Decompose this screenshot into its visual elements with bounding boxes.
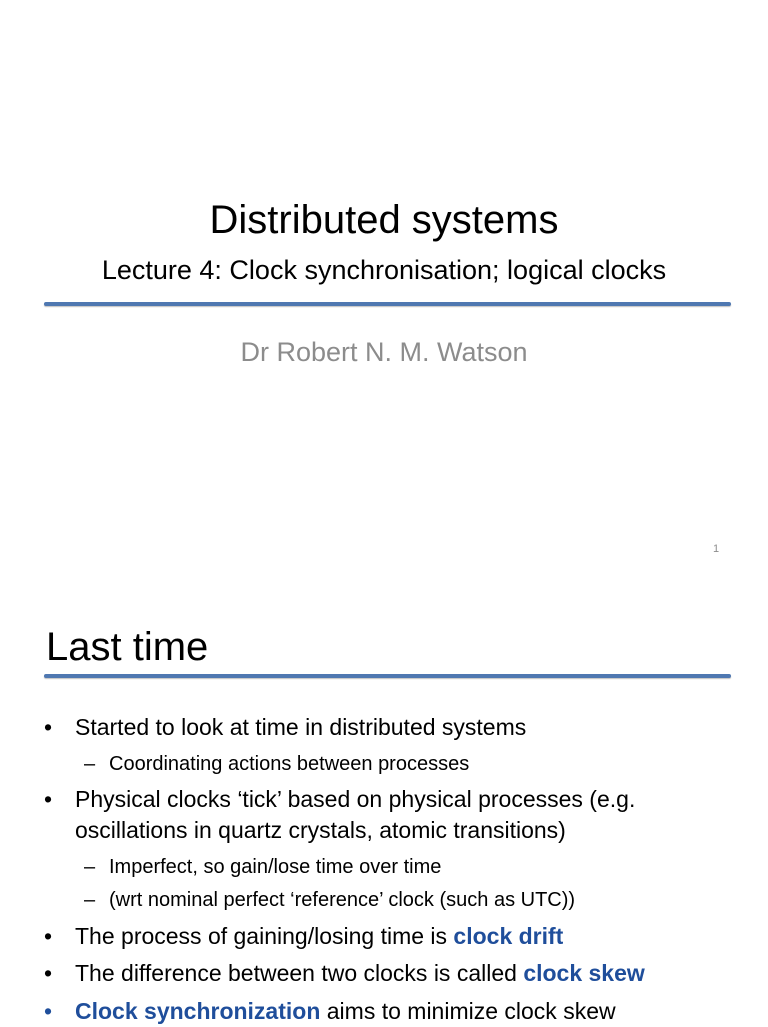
dash-icon: – [84, 753, 96, 775]
bullet-icon: • [44, 998, 53, 1024]
sub-bullet-text: (wrt nominal perfect ‘reference’ clock (such as UTC)) [109, 889, 576, 911]
dash-icon: – [84, 889, 96, 911]
bullet-text [75, 921, 563, 952]
bullet-text-line-2: oscillations in quartz crystals, atomic transitions) [75, 817, 566, 843]
bullet-text-plain: The process of gaining/losing time is [75, 923, 454, 949]
bullet-icon: • [44, 923, 53, 949]
lecture-subtitle: Lecture 4: Clock synchronisation; logical clocks [101, 255, 667, 285]
bullet-icon: • [44, 714, 53, 740]
presentation-title: Distributed systems [209, 198, 559, 242]
sub-bullet-text: Coordinating actions between processes [109, 753, 470, 775]
bullet-text-plain: aims to minimize clock skew [320, 998, 616, 1024]
title-divider [44, 302, 731, 306]
bullet-text-plain: The difference between two clocks is called [75, 960, 524, 986]
bullet-text: Started to look at time in distributed systems [75, 714, 527, 740]
keyword-clock-synchronization: Clock synchronization [75, 998, 321, 1024]
title-divider [44, 674, 731, 678]
author-name: Dr Robert N. M. Watson [240, 337, 528, 367]
sub-bullet-text: Imperfect, so gain/lose time over time [109, 856, 442, 878]
keyword-clock-skew: clock skew [523, 960, 645, 986]
bullet-icon: • [44, 960, 53, 986]
slide-number: 1 [712, 543, 720, 555]
content-slide [0, 578, 768, 1024]
slide-title: Last time [46, 625, 209, 669]
bullet-icon: • [44, 786, 53, 812]
bullet-text [75, 958, 645, 989]
bullet-text [75, 996, 616, 1027]
bullet-text-line-1: Physical clocks ‘tick’ based on physical processes (e.g. [75, 786, 636, 812]
dash-icon: – [84, 856, 96, 878]
keyword-clock-drift: clock drift [453, 923, 564, 949]
